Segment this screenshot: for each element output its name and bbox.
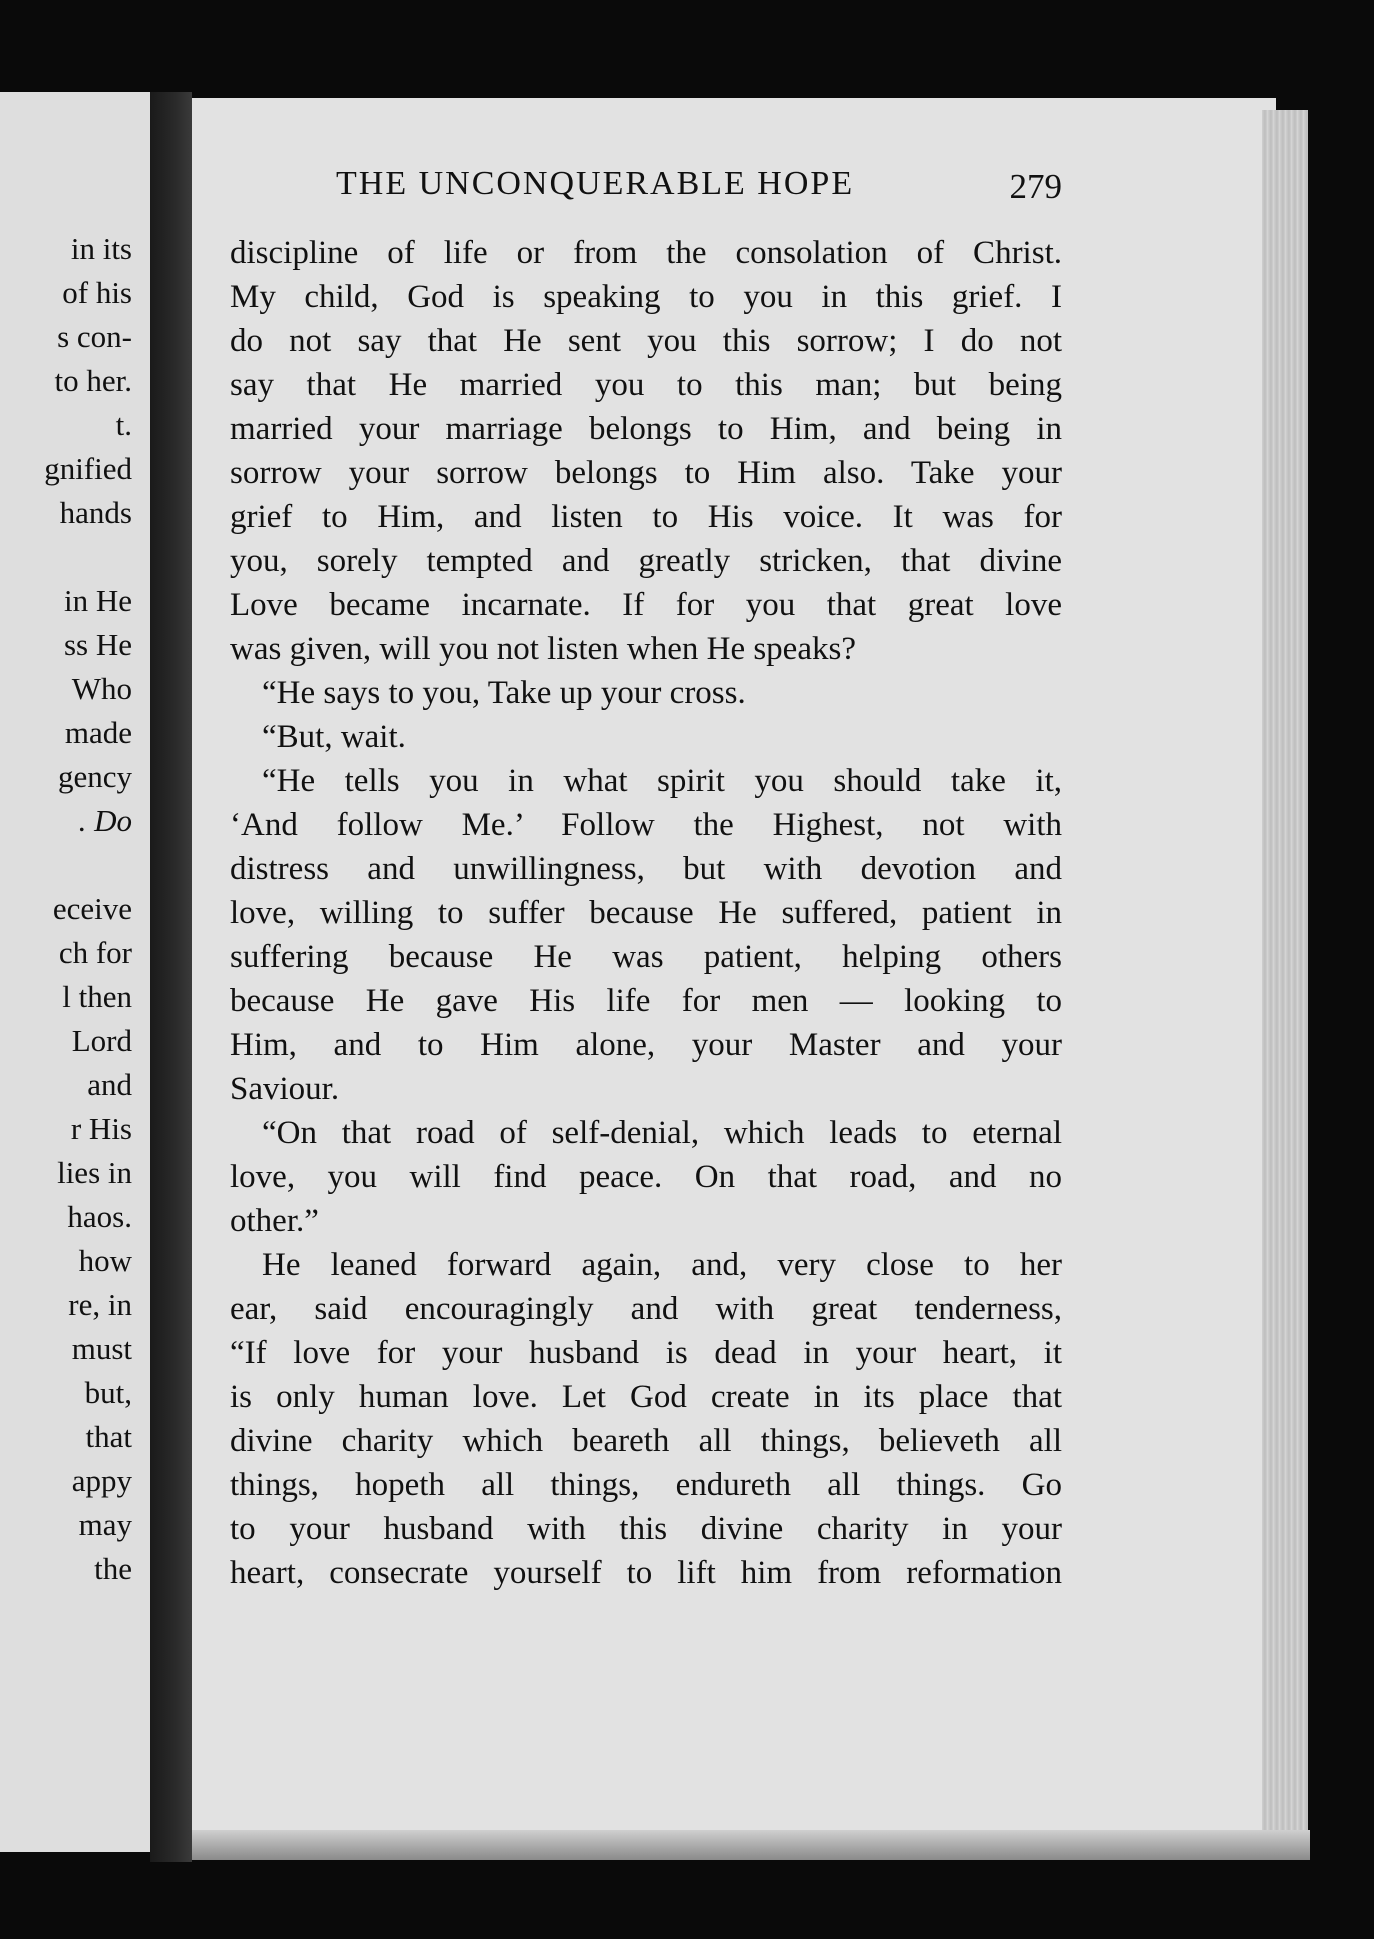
facing-page-line: s con- [57,319,132,354]
text-line: heart, consecrate yourself to lift him from reformation [230,1555,1062,1591]
text-line: other.” [230,1203,319,1239]
text-line: Love became incarnate. If for you that great love [230,587,1062,623]
text-line: He leaned forward again, and, very close to her [262,1247,1062,1283]
text-line: do not say that He sent you this sorrow; I do not [230,323,1062,359]
facing-page-line: and [87,1067,132,1102]
facing-page-line: l then [62,979,132,1014]
text-line: to your husband with this divine charity in your [230,1511,1062,1547]
text-line: ear, said encouragingly and with great tenderness, [230,1291,1062,1327]
facing-page-line: gency [57,759,132,794]
facing-page-line: Who [71,671,132,706]
running-header [336,165,1062,209]
facing-page-line: hands [59,495,132,530]
text-line: sorrow your sorrow belongs to Him also. Take your [230,455,1062,491]
text-line: My child, God is speaking to you in this grief. I [230,279,1062,315]
running-title: THE UNCONQUERABLE HOPE [336,165,855,202]
text-line: married your marriage belongs to Him, and being in [230,411,1062,447]
facing-page [0,92,158,1852]
facing-page-line: of his [62,275,132,310]
text-line: “He says to you, Take up your cross. [262,675,746,711]
text-line: love, you will find peace. On that road, and no [230,1159,1062,1195]
facing-page-line: gnified [44,451,132,486]
text-line: “But, wait. [262,719,406,755]
facing-page-line: in He [63,583,132,618]
facing-page-line: ss He [63,627,132,662]
text-line: divine charity which beareth all things, believeth all [230,1423,1062,1459]
facing-page-line: . Do [78,803,132,838]
facing-page-line: re, in [68,1287,132,1322]
facing-page-line: appy [71,1463,132,1498]
facing-page-line: to her. [54,363,132,398]
text-line: “He tells you in what spirit you should take it, [262,763,1062,799]
page-number: 279 [1009,167,1062,206]
facing-page-line: Lord [71,1023,132,1058]
facing-page-line: the [94,1551,132,1586]
text-line: “On that road of self-denial, which leads to eternal [262,1115,1062,1151]
facing-page-line: in its [70,231,132,266]
text-line: discipline of life or from the consolation of Christ. [230,235,1062,271]
text-line: ‘And follow Me.’ Follow the Highest, not with [230,807,1062,843]
text-line: Him, and to Him alone, your Master and your [230,1027,1062,1063]
page-bottom-edge [160,1830,1310,1860]
text-line: suffering because He was patient, helping others [230,939,1062,975]
text-line: love, willing to suffer because He suffered, patient in [230,895,1062,931]
text-line: grief to Him, and listen to His voice. It was for [230,499,1062,535]
facing-page-line: but, [84,1375,132,1410]
text-line: is only human love. Let God create in its place that [230,1379,1062,1415]
text-line: distress and unwillingness, but with devotion and [230,851,1062,887]
text-line: you, sorely tempted and greatly stricken, that divine [230,543,1062,579]
facing-page-line: how [78,1243,132,1278]
text-line: was given, will you not listen when He speaks? [230,631,856,667]
text-line: “If love for your husband is dead in your heart, it [230,1335,1062,1371]
text-line: things, hopeth all things, endureth all things. Go [230,1467,1062,1503]
facing-page-line: r His [70,1111,132,1146]
text-line: Saviour. [230,1071,340,1107]
facing-page-line: ch for [58,935,132,970]
facing-page-line: that [85,1419,132,1454]
facing-page-line: made [64,715,132,750]
facing-page-line: t. [115,407,132,442]
book-gutter [150,92,192,1862]
facing-page-line: must [71,1331,132,1366]
facing-page-line: eceive [52,891,132,926]
facing-page-line: lies in [57,1155,132,1190]
page-edge [1262,110,1308,1830]
text-line: say that He married you to this man; but being [230,367,1062,403]
facing-page-line: may [78,1507,132,1542]
text-line: because He gave His life for men — looking to [230,983,1062,1019]
facing-page-line: haos. [67,1199,132,1234]
